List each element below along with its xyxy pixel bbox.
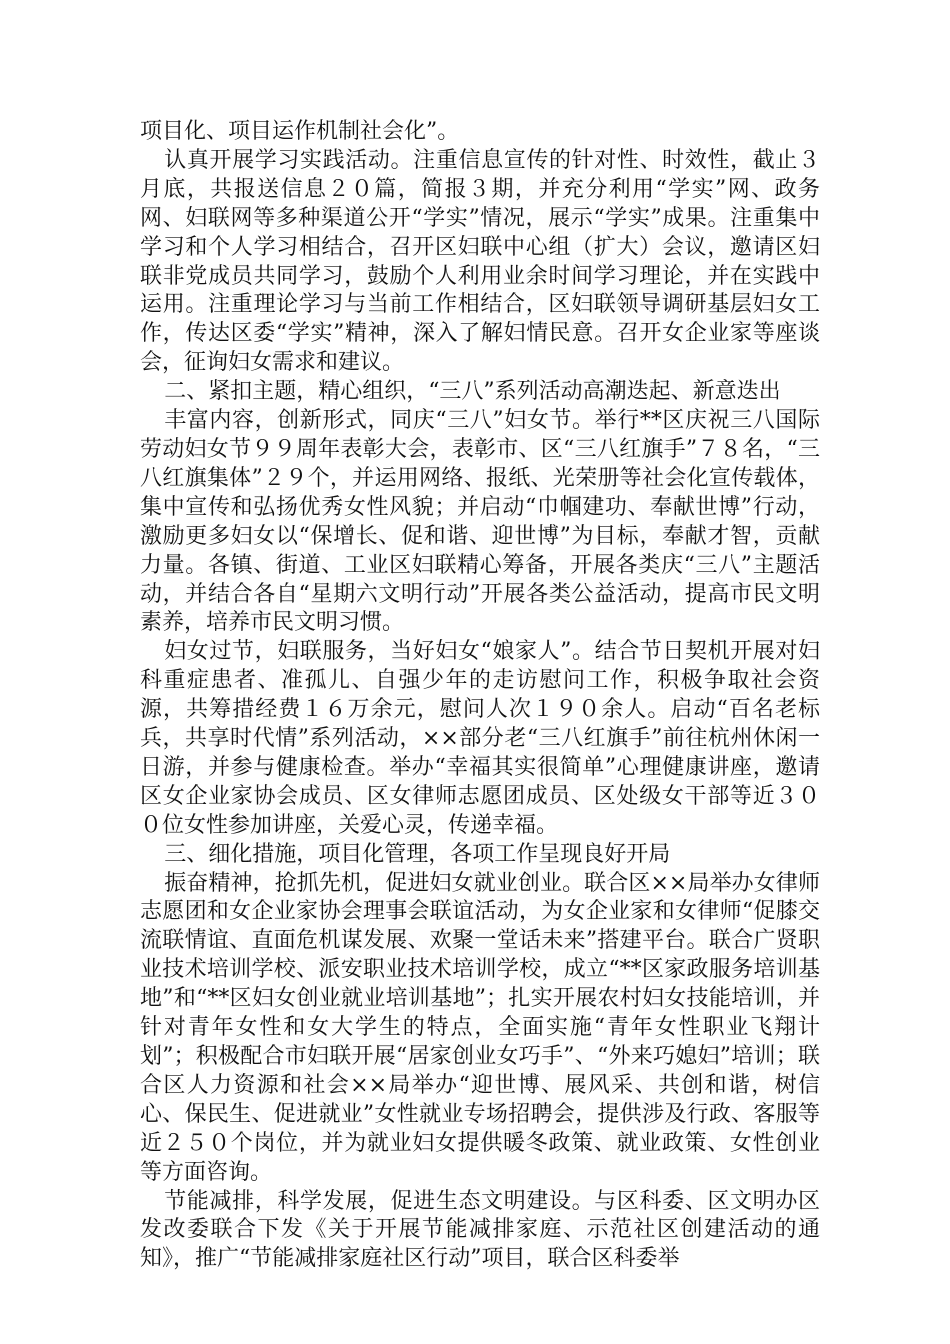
section-heading-2: 二、紧扣主题，精心组织，“三八”系列活动高潮迭起、新意迭出 [164,379,781,405]
paragraph-employment: 振奋精神，抢抓先机，促进妇女就业创业。联合区××局举办女律师志愿团和女企业家协会理事会联谊活动，为女企业家和女律师“促膝交流联情谊、直面危机谋发展、欢聚一堂话未来”搭建平台。联合广贤职业技术培训学校、派安职业技术培训学校，成立“**区家政服务培训基地”和“**区妇女创业就业培训基地”；扎实开展农村妇女技能培训，并针对青年女性和女大学生的特点，全面实施“青年女性职业飞翔计划”；积极配合市妇联开展“居家创业女巧手”、“外来巧媳妇”培训；联合区人力资源和社会××局举办“迎世博、展风采、共创和谐，树信心、保民生、促进就业”女性就业专场招聘会，提供涉及行政、客服等近２５０个岗位，并为就业妇女提供暖冬政策、就业政策、女性创业等方面咨询。 [140,870,820,1185]
paragraph-womens-day: 丰富内容，创新形式，同庆“三八”妇女节。举行**区庆祝三八国际劳动妇女节９９周年表彰大会，表彰市、区“三八红旗手”７８名，“三八红旗集体”２９个，并运用网络、报纸、光荣册等社会化宣传载体，集中宣传和弘扬优秀女性风貌；并启动“巾帼建功、奉献世博”行动，激励更多妇女以“保增长、促和谐、迎世博”为目标，奉献才智，贡献力量。各镇、街道、工业区妇联精心筹备，开展各类庆“三八”主题活动，并结合各自“星期六文明行动”开展各类公益活动，提高市民文明素养，培养市民文明习惯。 [140,408,820,636]
paragraph-study-practice: 认真开展学习实践活动。注重信息宣传的针对性、时效性，截止３月底，共报送信息２０篇，简报３期，并充分利用“学实”网、政务网、妇联网等多种渠道公开“学实”情况，展示“学实”成果。注重集中学习和个人学习相结合，召开区妇联中心组（扩大）会议，邀请区妇联非党成员共同学习，鼓励个人利用业余时间学习理论，并在实践中运用。注重理论学习与当前工作相结合，区妇联领导调研基层妇女工作，传达区委“学实”精神，深入了解妇情民意。召开女企业家等座谈会，征询妇女需求和建议。 [140,147,820,376]
paragraph-energy-saving: 节能减排，科学发展，促进生态文明建设。与区科委、区文明办区发改委联合下发《关于开展节能减排家庭、示范社区创建活动的通知》，推广“节能减排家庭社区行动”项目，联合区科委举 [140,1188,820,1272]
section-heading-3: 三、细化措施，项目化管理，各项工作呈现良好开局 [164,841,671,867]
document-body [140,118,820,1274]
paragraph-continuation: 项目化、项目运作机制社会化”。 [140,119,460,144]
paragraph-womens-service: 妇女过节，妇联服务，当好妇女“娘家人”。结合节日契机开展对妇科重症患者、准孤儿、自强少年的走访慰问工作，积极争取社会资源，共筹措经费１６万余元，慰问人次１９０余人。启动“百名老标兵，共享时代情”系列活动，××部分老“三八红旗手”前往杭州休闲一日游，并参与健康检查。举办“幸福其实很简单”心理健康讲座，邀请区女企业家协会成员、区女律师志愿团成员、区处级女干部等近３００位女性参加讲座，关爱心灵，传递幸福。 [140,639,820,838]
